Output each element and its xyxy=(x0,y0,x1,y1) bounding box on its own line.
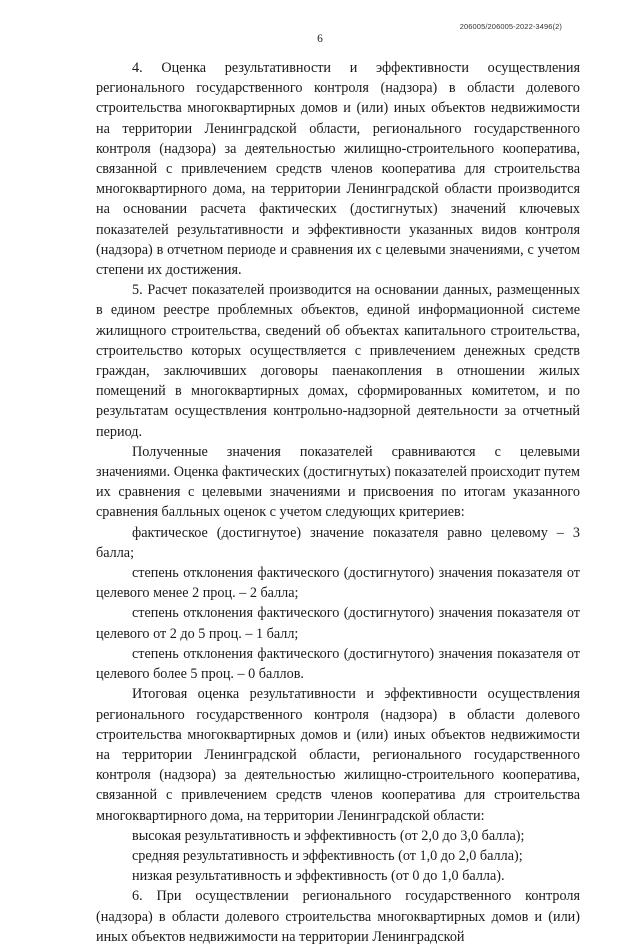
document-code: 206005/206005-2022-3496(2) xyxy=(459,22,562,31)
criterion-2-points: степень отклонения фактического (достигнутого) значения показателя от целевого менее 2 проц. – 2 балла; xyxy=(96,565,580,602)
document-body xyxy=(96,58,580,947)
paragraph-6-start: 6. При осуществлении регионального государственного контроля (надзора) в области долевого строительства многоквартирных домов и (или) иных объектов недвижимости на территории Ленинградской xyxy=(96,888,580,945)
criterion-3-points: фактическое (достигнутое) значение показателя равно целевому – 3 балла; xyxy=(96,524,580,561)
criterion-1-point: степень отклонения фактического (достигнутого) значения показателя от целевого от 2 до 5 проц. – 1 балл; xyxy=(96,605,580,642)
level-high: высокая результативность и эффективность (от 2,0 до 3,0 балла); xyxy=(132,827,525,844)
paragraph-5-calculation: 5. Расчет показателей производится на основании данных, размещенных в едином реестре проблемных объектов, единой информационной системе жилищного строительства, сведений об объектах капитального строительства, строительство которых осуществляется с привлечением денежных средств граждан, заключивших договоры паенакопления в отношении жилых помещений в многоквартирных домах, сформированных комитетом, и по результатам осуществления контрольно-надзорной деятельности за отчетный период. xyxy=(96,282,580,440)
paragraph-4-assessment: 4. Оценка результативности и эффективности осуществления регионального государственного контроля (надзора) в области долевого строительства многоквартирных домов и (или) иных объектов недвижимости на территории Ленинградской области, регионального государственного контроля (надзора) за деятельностью жилищно-строительного кооператива, связанной с привлечением средств членов кооператива для строительства многоквартирного дома, на территории Ленинградской области производится на основании расчета фактических (достигнутых) значений ключевых показателей результативности и эффективности указанных видов контроля (надзора) в отчетном периоде и сравнения их с целевыми значениями, с учетом степени их достижения. xyxy=(96,60,580,279)
level-medium: средняя результативность и эффективность (от 1,0 до 2,0 балла); xyxy=(132,847,523,864)
criterion-0-points: степень отклонения фактического (достигнутого) значения показателя от целевого более 5 проц. – 0 баллов. xyxy=(96,645,580,683)
paragraph-final-assessment: Итоговая оценка результативности и эффективности осуществления регионального государственного контроля (надзора) в области долевого строительства многоквартирных домов и (или) иных объектов недвижимости на территории Ленинградской области, регионального государственного контроля (надзора) за деятельностью жилищно-строительного кооператива, связанной с привлечением средств членов кооператива для строительства многоквартирного дома, на территории Ленинградской области: xyxy=(96,686,580,824)
level-low: низкая результативность и эффективность (от 0 до 1,0 балла). xyxy=(132,868,505,885)
page-number: 6 xyxy=(317,33,323,45)
paragraph-comparison: Полученные значения показателей сравниваются с целевыми значениями. Оценка фактических (достигнутых) показателей происходит путем их сравнения с целевыми значениями и присвоения по итогам указанного сравнения балльных оценок с учетом следующих критериев: xyxy=(96,443,580,521)
